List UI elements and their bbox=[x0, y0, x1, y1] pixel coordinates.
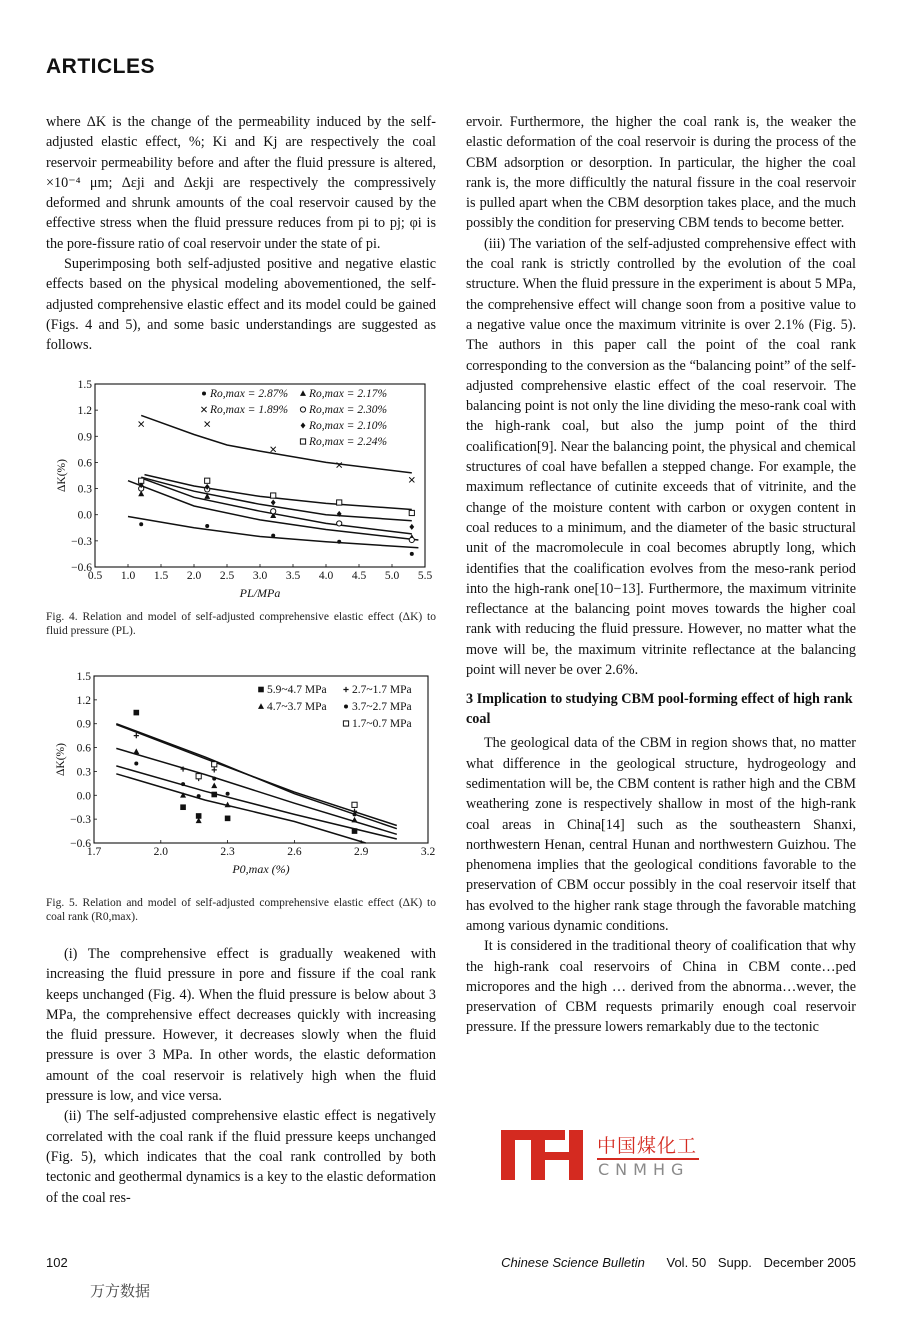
svg-text:2.0: 2.0 bbox=[153, 846, 168, 858]
svg-text:0.6: 0.6 bbox=[77, 457, 92, 470]
journal-name: Chinese Science Bulletin bbox=[501, 1255, 645, 1270]
paragraph-traditional-theory: It is considered in the traditional theory of coalification that why the high-rank coal reservoirs of China in CBM conte…ped micropores and the high … derived from the abnorma…wever, the preservation of CBM requests primarily enough coal reservoir pressure. If the pressure lowers remarkably due to the tectonic bbox=[466, 938, 856, 1036]
svg-text:2.9: 2.9 bbox=[354, 846, 369, 858]
figure-5 bbox=[46, 668, 441, 930]
section-header: ARTICLES bbox=[46, 55, 155, 78]
svg-text:0.0: 0.0 bbox=[76, 790, 91, 803]
svg-text:3.0: 3.0 bbox=[252, 570, 268, 582]
svg-text:0.5: 0.5 bbox=[87, 570, 103, 582]
journal-date: December 2005 bbox=[763, 1255, 856, 1270]
svg-text:2.0: 2.0 bbox=[186, 570, 202, 582]
left-column-top bbox=[46, 112, 436, 356]
journal-supplement: Supp. bbox=[717, 1255, 752, 1270]
svg-text:5.9~4.7 MPa: 5.9~4.7 MPa bbox=[267, 684, 327, 696]
paragraph-point-i: (i) The comprehensive effect is gradually weakened with increasing the fluid pressure in pore and fissure if the coal rank keeps unchanged (Fig. 4). When the fluid pressure is below about 3 MPa, the comprehensive effect decreases quickly with increasing the fluid pressure. However, it decreases slowly when the fluid pressure is over 3 MPa. In other words, the elastic deformation amount of the coal reservoir is relatively high when the fluid pressure is low, and vice versa. bbox=[46, 946, 436, 1105]
figure-4-chart bbox=[46, 376, 441, 606]
figure-5-chart bbox=[46, 668, 441, 894]
svg-text:−0.3: −0.3 bbox=[71, 535, 92, 548]
svg-text:3.5: 3.5 bbox=[285, 570, 301, 582]
svg-text:1.2: 1.2 bbox=[77, 405, 92, 418]
figure-5-caption: Fig. 5. Relation and model of self-adjusted comprehensive elastic effect (ΔK) to coal rank (R0,max). bbox=[46, 897, 436, 923]
svg-text:Ro,max = 2.17%: Ro,max = 2.17% bbox=[309, 388, 388, 400]
paragraph-superimposing: Superimposing both self-adjusted positive and negative elastic effects based on the physical modeling abovementioned, the self-adjusted comprehensive elastic effect and its model could be gained (Figs. 4 and 5), and some basic understandings are suggested as follows. bbox=[46, 256, 436, 354]
svg-text:−0.6: −0.6 bbox=[70, 838, 91, 850]
svg-text:2.3: 2.3 bbox=[220, 846, 235, 858]
journal-footer bbox=[501, 1255, 856, 1270]
paragraph-continuation: ervoir. Furthermore, the higher the coal rank is, the weaker the elastic deformation of the coal reservoir is during the process of the CBM adsorption or desorption. In particular, the higher the coal rank is, the more difficultly the natural fissure in the coal reservoir is pulled apart when the CBM desorption takes place, and the much possibly the condition for preserving CBM tends to become better. bbox=[466, 114, 856, 232]
page-number: 102 bbox=[46, 1255, 68, 1270]
svg-text:−0.6: −0.6 bbox=[71, 562, 92, 574]
paragraph-point-ii: (ii) The self-adjusted comprehensive elastic effect is negatively correlated with the coal rank if the fluid pressure keeps unchanged (Fig. 5), which indicates that the coal rank controlled by both tectonic and geothermal dynamics is a key to the elastic deformation of the coal res- bbox=[46, 1108, 436, 1206]
left-column-bottom bbox=[46, 944, 436, 1208]
journal-volume: Vol. 50 bbox=[666, 1255, 707, 1270]
right-column bbox=[466, 112, 856, 1038]
svg-text:1.7: 1.7 bbox=[86, 846, 102, 858]
svg-text:−0.3: −0.3 bbox=[70, 814, 91, 827]
figure-4 bbox=[46, 376, 441, 636]
svg-text:0.0: 0.0 bbox=[77, 509, 92, 522]
svg-text:1.5: 1.5 bbox=[153, 570, 169, 582]
svg-text:0.9: 0.9 bbox=[77, 431, 92, 444]
svg-text:Ro,max = 2.30%: Ro,max = 2.30% bbox=[309, 404, 388, 416]
svg-text:5.0: 5.0 bbox=[384, 570, 400, 582]
cnmhg-watermark-logo bbox=[501, 1130, 731, 1180]
svg-text:2.7~1.7 MPa: 2.7~1.7 MPa bbox=[352, 684, 412, 696]
svg-text:1.5: 1.5 bbox=[76, 671, 91, 683]
paragraph-point-iii: (iii) The variation of the self-adjusted comprehensive effect with the coal rank is strictly controlled by the evolution of the coal structure. When the fluid pressure in the experiment is about 5 MPa, the comprehensive effect will change soon from a positive value to a negative value once the maximum vitrinite is over 2.1% (Fig. 5). The authors in this paper call the point of the coal rank corresponding to the conversion as the “balancing point” of the self-adjusted comprehensive elastic effect of the coal reservoir. The balancing point is not only the line dividing the meso-rank coal with the high-rank coal, but also the jump point of the third coalification[9]. Near the balancing point, the physical and chemical structures of coal have befallen a stepped change. For example, the maximum reflectance of cutinite exceeds that of vitrinite, and the change of the moisture content with carbon or oxygen content in coal reduces to a minimum, and the diameter of the basic structural unit of the macromolecule in coal becomes abruptly long, which identifies that the coalification evolves from the meso-rank period into the high-rank one[10−13]. Furthermore, the maximum vitrinite reflectance at the balancing point moves towards the higher coal rank with reducing the fluid pressure. However, no matter what the move will be, the maximum vitrinite reflectance at the balancing point will never be over 2.6%. bbox=[466, 235, 856, 679]
svg-text:5.5: 5.5 bbox=[417, 570, 433, 582]
cnmhg-logo-mark-icon bbox=[501, 1130, 591, 1180]
svg-text:Ro,max = 2.24%: Ro,max = 2.24% bbox=[309, 436, 388, 448]
wanfang-watermark: 万方数据 bbox=[90, 1282, 151, 1300]
svg-text:3.2: 3.2 bbox=[420, 846, 436, 858]
svg-text:1.7~0.7 MPa: 1.7~0.7 MPa bbox=[352, 718, 412, 730]
svg-text:ΔK(%): ΔK(%) bbox=[55, 743, 67, 776]
logo-english-text: CNMHG bbox=[598, 1160, 690, 1179]
svg-text:4.7~3.7 MPa: 4.7~3.7 MPa bbox=[267, 701, 327, 713]
svg-text:2.5: 2.5 bbox=[219, 570, 235, 582]
svg-text:P0,max (%): P0,max (%) bbox=[232, 862, 290, 876]
paragraph-geological-data: The geological data of the CBM in region shows that, no matter what difference in the geological structure, hydrogeology and sedimentation will be, the CBM content is rather high and the CBM weathering zone is respectively shallow in most of the high-rank coal areas in China[14] such as the southeastern Shanxi, northwestern Henan, central Hunan and northwestern Guizhou. The phenomena implies that the geological conditions favorable to the preservation of CBM occur possibly in the coal reservoir itself that has evolved to the higher rank stage through the favorable matching among various dynamic conditions. bbox=[466, 735, 856, 934]
svg-text:3.7~2.7 MPa: 3.7~2.7 MPa bbox=[352, 701, 412, 713]
svg-text:Ro,max = 1.89%: Ro,max = 1.89% bbox=[210, 404, 289, 416]
svg-text:Ro,max = 2.87%: Ro,max = 2.87% bbox=[210, 388, 289, 400]
svg-text:4.0: 4.0 bbox=[318, 570, 334, 582]
svg-text:0.3: 0.3 bbox=[76, 766, 91, 779]
svg-text:0.3: 0.3 bbox=[77, 483, 92, 496]
svg-text:1.0: 1.0 bbox=[120, 570, 136, 582]
figure-4-caption: Fig. 4. Relation and model of self-adjusted comprehensive elastic effect (ΔK) to fluid pressure (PL). bbox=[46, 611, 436, 637]
svg-text:ΔK(%): ΔK(%) bbox=[56, 459, 68, 492]
svg-text:0.6: 0.6 bbox=[76, 742, 91, 755]
paragraph-definitions: where ΔK is the change of the permeability induced by the self-adjusted elastic effect, %; Ki and Kj are respectively the coal reservoir permeability before and after the fluid pressure is altered, ×10⁻⁴ μm; Δεji and Δεkji are respectively the compressively deformed and shrunk amounts of the coal reservoir caused by the effective stress when the fluid pressure reduces from pi to pj; φi is the pore-fissure ratio of coal reservoir under the state of pi. bbox=[46, 114, 436, 252]
section-3-heading: 3 Implication to studying CBM pool-forming effect of high rank coal bbox=[466, 691, 853, 728]
svg-text:1.2: 1.2 bbox=[76, 694, 91, 707]
svg-text:2.6: 2.6 bbox=[287, 846, 302, 858]
svg-text:PL/MPa: PL/MPa bbox=[239, 586, 281, 600]
svg-text:4.5: 4.5 bbox=[351, 570, 367, 582]
svg-text:1.5: 1.5 bbox=[77, 379, 92, 391]
svg-text:0.9: 0.9 bbox=[76, 718, 91, 731]
logo-chinese-text: 中国煤化工 bbox=[597, 1135, 698, 1157]
svg-text:Ro,max = 2.10%: Ro,max = 2.10% bbox=[309, 420, 388, 432]
